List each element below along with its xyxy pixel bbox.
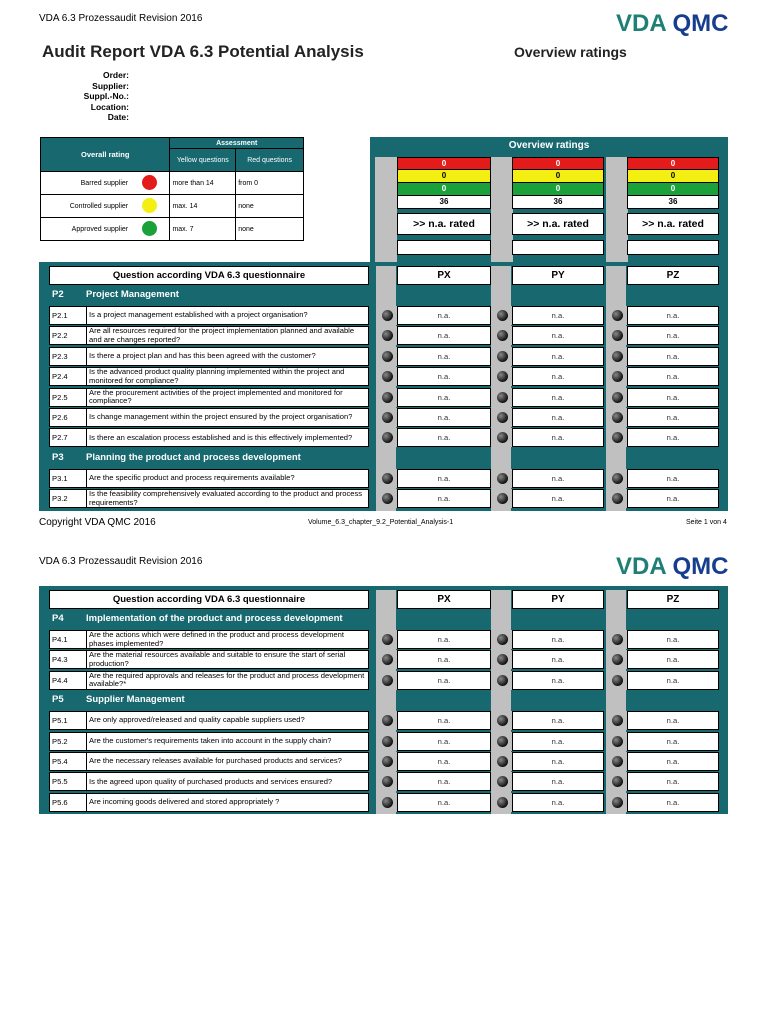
assessment-table [40,137,304,241]
answer-cell[interactable]: n.a. [627,347,719,366]
rating-led[interactable] [377,306,397,325]
question-id: P2.7 [50,429,87,446]
status-led-icon [612,715,623,726]
answer-cell[interactable]: n.a. [512,732,604,751]
yellow-count: 0 [627,170,719,183]
rating-led[interactable] [607,793,627,812]
answer-cell[interactable]: n.a. [512,489,604,508]
section-id: P5 [52,694,64,706]
answer-cell[interactable]: n.a. [397,428,491,447]
footer-page-number: Seite 1 von 4 [686,519,727,526]
rating-led[interactable] [492,326,512,345]
rating-led[interactable] [607,772,627,791]
answer-cell[interactable]: n.a. [627,772,719,791]
yellow-threshold: max. 14 [170,195,236,218]
question-row [49,306,369,325]
status-led-icon [612,797,623,808]
rating-led[interactable] [607,347,627,366]
answer-cell[interactable]: n.a. [627,630,719,649]
question-id: P4.3 [50,651,87,668]
status-led-icon [382,371,393,382]
rating-led[interactable] [492,772,512,791]
rating-led[interactable] [492,671,512,690]
question-text: Are the required approvals and releases for the product and process development available?* [89,671,365,689]
rating-led[interactable] [377,326,397,345]
answer-cell[interactable]: n.a. [397,711,491,730]
rating-led[interactable] [607,469,627,488]
question-text: Are all resources required for the project implementation planned and available and are changes reported? [89,327,355,344]
column-header-py: PY [512,266,604,285]
answer-cell[interactable]: n.a. [397,752,491,771]
status-led-icon [382,776,393,787]
question-text: Are the customer's requirements taken into account in the supply chain? [89,736,332,745]
answer-cell[interactable]: n.a. [627,711,719,730]
answer-cell[interactable]: n.a. [397,367,491,386]
answer-cell[interactable]: n.a. [512,711,604,730]
rating-led[interactable] [607,752,627,771]
rating-led[interactable] [607,650,627,669]
status-led-icon [382,473,393,484]
status-led-icon [382,797,393,808]
answer-cell[interactable]: n.a. [397,793,491,812]
status-led-icon [612,371,623,382]
question-text: Is there a project plan and has this been agreed with the customer? [89,352,316,360]
status-led-icon [612,310,623,321]
yellow-status-dot-icon [142,198,157,213]
na-rated-button[interactable]: >> n.a. rated [512,213,604,235]
vda-qmc-logo [616,10,728,38]
logo-qmc: QMC [672,10,729,37]
rating-led[interactable] [377,711,397,730]
rating-led[interactable] [607,388,627,407]
overview-panel-title: Overview ratings [508,140,590,151]
answer-cell[interactable]: n.a. [512,752,604,771]
status-led-icon [612,776,623,787]
status-led-icon [382,493,393,504]
red-threshold: none [236,195,304,218]
question-row [49,630,369,649]
question-id: P5.5 [50,773,87,790]
column-header-px: PX [397,266,491,285]
question-text: Are incoming goods delivered and stored appropriately ? [89,798,280,806]
meta-location-label: Location: [90,101,129,112]
answer-cell[interactable]: n.a. [627,388,719,407]
question-row [49,388,369,407]
status-led-icon [612,634,623,645]
answer-cell[interactable]: n.a. [627,650,719,669]
assessment-row-approved [41,218,304,241]
answer-cell[interactable]: n.a. [397,408,491,427]
column-header-pz: PZ [627,590,719,609]
supplier-class-label: Barred supplier [41,172,131,195]
question-id: P5.1 [50,712,87,729]
answer-cell[interactable]: n.a. [627,469,719,488]
total-count: 36 [627,196,719,209]
answer-cell[interactable]: n.a. [397,671,491,690]
status-led-icon [382,392,393,403]
answer-cell[interactable]: n.a. [627,408,719,427]
red-count: 0 [627,157,719,170]
status-led-icon [497,797,508,808]
question-id: P3.2 [50,490,87,507]
table-header-question [49,590,369,609]
status-led-icon [497,736,508,747]
answer-cell[interactable]: n.a. [627,367,719,386]
question-text: Are the material resources available and suitable to ensure the start of serial production? [89,651,346,668]
status-led-icon [612,351,623,362]
answer-cell[interactable]: n.a. [512,388,604,407]
rating-led[interactable] [377,388,397,407]
overview-column-py [512,157,604,255]
yellow-count: 0 [512,170,604,183]
question-text: Is a project management established with a project organisation? [89,311,308,320]
rating-led[interactable] [492,469,512,488]
section-id: P2 [52,289,64,300]
logo-vda: VDA [616,10,666,37]
answer-cell[interactable]: n.a. [397,489,491,508]
rating-led[interactable] [377,650,397,669]
rating-led[interactable] [492,367,512,386]
status-led-icon [497,715,508,726]
status-led-icon [612,675,623,686]
question-row [49,711,369,730]
answer-cell[interactable]: n.a. [512,772,604,791]
answer-cell[interactable]: n.a. [512,469,604,488]
answer-cell[interactable]: n.a. [627,752,719,771]
status-led-icon [382,654,393,665]
na-rated-button[interactable]: >> n.a. rated [397,213,491,235]
status-led-icon [612,493,623,504]
green-count: 0 [512,183,604,196]
rating-led[interactable] [607,671,627,690]
overview-spacer [375,157,397,262]
status-led-icon [497,432,508,443]
answer-cell[interactable]: n.a. [627,732,719,751]
question-id: P2.1 [50,307,87,324]
answer-cell[interactable]: n.a. [627,428,719,447]
rating-led[interactable] [377,469,397,488]
question-row [49,732,369,751]
overview-spacer [606,157,628,262]
red-status-dot-icon [142,175,157,190]
yellow-count: 0 [397,170,491,183]
page2-header-text: VDA 6.3 Prozessaudit Revision 2016 [39,556,203,567]
answer-cell[interactable]: n.a. [397,306,491,325]
column-header-py: PY [512,590,604,609]
overview-column-px [397,157,491,255]
section-title: Project Management [86,289,179,300]
answer-cell[interactable]: n.a. [397,732,491,751]
answer-cell[interactable]: n.a. [627,326,719,345]
question-row [49,347,369,366]
overview-subtitle: Overview ratings [514,44,627,60]
answer-cell[interactable]: n.a. [512,793,604,812]
answer-cell[interactable]: n.a. [397,388,491,407]
status-led-icon [382,756,393,767]
status-led-icon [497,371,508,382]
question-id: P3.1 [50,470,87,487]
rating-led[interactable] [377,671,397,690]
rating-led[interactable] [492,388,512,407]
rating-led[interactable] [492,630,512,649]
answer-cell[interactable]: n.a. [397,772,491,791]
question-header-label: Question according VDA 6.3 questionnaire [112,594,306,605]
assessment-header: Assessment [170,138,304,149]
status-led-icon [497,392,508,403]
status-led-icon [612,392,623,403]
status-led-icon [497,493,508,504]
answer-cell[interactable]: n.a. [512,326,604,345]
status-led-icon [612,736,623,747]
rating-led[interactable] [607,408,627,427]
status-led-icon [382,736,393,747]
question-text: Are the necessary releases available for purchased products and services? [89,757,342,766]
assessment-row-barred [41,172,304,195]
question-text: Is the feasibility comprehensively evaluated according to the product and process requirements? [89,490,363,507]
status-led-icon [612,473,623,484]
question-text: Are the actions which were defined in the product and process development phases implemented? [89,630,344,648]
section-header [49,691,369,708]
answer-cell[interactable]: n.a. [512,650,604,669]
green-count: 0 [627,183,719,196]
overview-spacer [491,157,513,262]
overview-blank-cell [512,240,604,255]
status-led-icon [612,412,623,423]
answer-cell[interactable]: n.a. [397,347,491,366]
question-row [49,671,369,690]
status-led-icon [382,351,393,362]
meta-order-label: Order: [103,70,129,80]
answer-cell[interactable]: n.a. [512,408,604,427]
question-text: Is the advanced product quality planning implemented within the project and monitored for compliance? [89,368,345,385]
status-led-icon [382,310,393,321]
answer-cell[interactable]: n.a. [627,489,719,508]
supplier-class-label: Controlled supplier [41,195,131,218]
answer-cell[interactable]: n.a. [512,630,604,649]
status-led-icon [497,634,508,645]
rating-led[interactable] [377,630,397,649]
footer-copyright: Copyright VDA QMC 2016 [39,517,156,528]
rating-led[interactable] [492,489,512,508]
overview-blank-cell [627,240,719,255]
question-row [49,793,369,812]
status-led-icon [382,634,393,645]
na-rated-button[interactable]: >> n.a. rated [627,213,719,235]
yellow-threshold: more than 14 [170,172,236,195]
meta-supplier-no-label: Suppl.-No.: [83,91,129,102]
status-led-icon [382,675,393,686]
table-header-question [49,266,369,285]
rating-led[interactable] [377,489,397,508]
overview-blank-cell [397,240,491,255]
question-row [49,752,369,771]
rating-led[interactable] [607,489,627,508]
question-id: P4.1 [50,631,87,648]
answer-cell[interactable]: n.a. [512,306,604,325]
question-row [49,326,369,345]
rating-led[interactable] [492,752,512,771]
rating-led[interactable] [492,347,512,366]
footer-filename: Volume_6.3_chapter_9.2_Potential_Analysis-1 [308,519,454,526]
question-row [49,650,369,669]
question-text: Is there an escalation process established and is this effectively implemented? [89,433,353,442]
logo-vda: VDA [616,553,666,580]
status-led-icon [382,330,393,341]
rating-led[interactable] [607,711,627,730]
answer-cell[interactable]: n.a. [397,630,491,649]
red-threshold: none [236,218,304,241]
rating-led[interactable] [492,306,512,325]
rating-led[interactable] [607,732,627,751]
rating-led[interactable] [492,711,512,730]
rating-led[interactable] [607,428,627,447]
rating-led[interactable] [492,428,512,447]
rating-led[interactable] [492,793,512,812]
page-header-text: VDA 6.3 Prozessaudit Revision 2016 [39,13,203,24]
section-id: P3 [52,451,64,463]
question-id: P2.2 [50,327,87,344]
question-row [49,367,369,386]
question-text: Are the specific product and process requirements available? [89,474,295,482]
rating-led[interactable] [607,367,627,386]
status-led-icon [382,715,393,726]
question-id: P2.3 [50,348,87,365]
green-count: 0 [397,183,491,196]
green-status-dot-icon [142,221,157,236]
question-id: P5.4 [50,753,87,770]
question-text: Are only approved/released and quality capable suppliers used? [89,716,305,725]
total-count: 36 [397,196,491,209]
status-led-icon [612,654,623,665]
question-row [49,772,369,791]
meta-fields [39,70,129,123]
total-count: 36 [512,196,604,209]
question-row [49,408,369,427]
rating-led[interactable] [607,326,627,345]
overview-column-pz [627,157,719,255]
meta-supplier-label: Supplier: [92,80,129,91]
status-led-icon [497,351,508,362]
logo-qmc: QMC [672,553,729,580]
yellow-threshold: max. 7 [170,218,236,241]
answer-cell[interactable]: n.a. [627,793,719,812]
answer-cell[interactable]: n.a. [512,347,604,366]
question-id: P2.6 [50,409,87,426]
status-led-icon [382,432,393,443]
question-id: P2.5 [50,389,87,406]
answer-cell[interactable]: n.a. [512,367,604,386]
rating-led[interactable] [377,793,397,812]
status-led-icon [497,310,508,321]
rating-led[interactable] [377,428,397,447]
section-header [49,449,369,466]
status-led-icon [497,675,508,686]
status-led-icon [497,654,508,665]
red-count: 0 [397,157,491,170]
question-id: P4.4 [50,672,87,689]
answer-cell[interactable]: n.a. [627,671,719,690]
yellow-questions-header: Yellow questions [170,149,236,172]
vda-qmc-logo [616,553,728,581]
question-header-label: Question according VDA 6.3 questionnaire [112,270,306,281]
question-text: Is the agreed upon quality of purchased products and services ensured? [89,777,333,786]
column-header-pz: PZ [627,266,719,285]
answer-cell[interactable]: n.a. [512,671,604,690]
rating-led[interactable] [607,306,627,325]
rating-led[interactable] [492,408,512,427]
rating-led[interactable] [377,752,397,771]
column-header-px: PX [397,590,491,609]
answer-cell[interactable]: n.a. [512,428,604,447]
answer-cell[interactable]: n.a. [397,469,491,488]
overall-rating-header: Overall rating [41,138,170,172]
answer-cell[interactable]: n.a. [627,306,719,325]
question-row [49,469,369,488]
status-led-icon [497,756,508,767]
question-text: Are the procurement activities of the project implemented and monitored for compliance? [89,388,343,406]
section-header [49,610,369,627]
answer-cell[interactable]: n.a. [397,326,491,345]
rating-led[interactable] [607,630,627,649]
rating-led[interactable] [377,732,397,751]
meta-date-label: Date: [107,112,129,123]
supplier-class-label: Approved supplier [41,218,131,241]
rating-led[interactable] [377,408,397,427]
red-threshold: from 0 [236,172,304,195]
status-led-icon [612,432,623,443]
question-row [49,489,369,508]
status-led-icon [612,756,623,767]
question-row [49,428,369,447]
status-led-icon [497,412,508,423]
red-questions-header: Red questions [236,149,304,172]
rating-led[interactable] [492,732,512,751]
red-count: 0 [512,157,604,170]
section-title: Implementation of the product and process development [86,613,343,624]
status-led-icon [497,473,508,484]
rating-led[interactable] [377,772,397,791]
status-led-icon [612,330,623,341]
status-led-icon [382,412,393,423]
assessment-row-controlled [41,195,304,218]
rating-led[interactable] [377,367,397,386]
status-led-icon [497,330,508,341]
question-id: P2.4 [50,368,87,385]
section-title: Planning the product and process development [86,451,301,463]
status-led-icon [497,776,508,787]
question-id: P5.2 [50,733,87,750]
answer-cell[interactable]: n.a. [397,650,491,669]
page-title: Audit Report VDA 6.3 Potential Analysis [42,42,364,61]
section-title: Supplier Management [86,694,185,706]
section-id: P4 [52,613,64,624]
rating-led[interactable] [377,347,397,366]
section-header [49,286,369,303]
question-id: P5.6 [50,794,87,811]
rating-led[interactable] [492,650,512,669]
question-text: Is change management within the project ensured by the project organisation? [89,413,353,422]
